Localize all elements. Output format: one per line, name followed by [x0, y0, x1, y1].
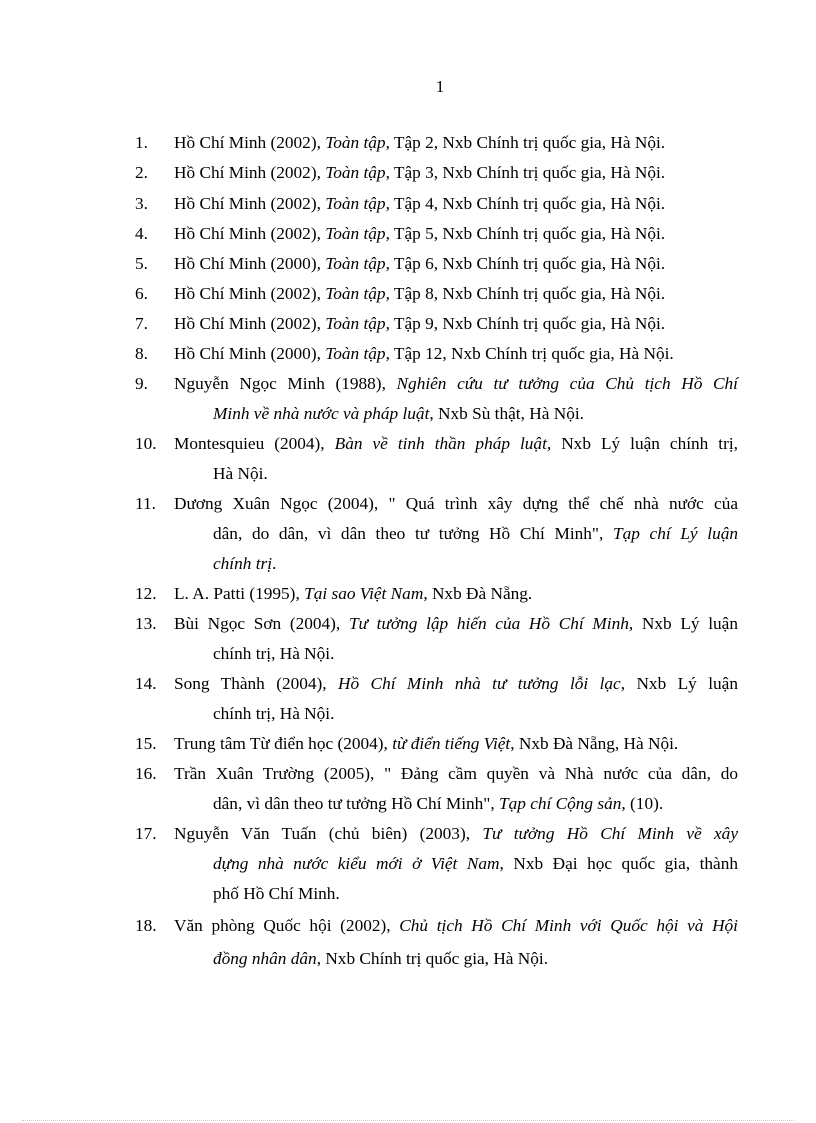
article-title: " Đảng cầm quyền và Nhà nước của dân, do	[384, 764, 738, 783]
book-title: Toàn tập	[325, 133, 386, 152]
reference-text: Bùi Ngọc Sơn (2004), Tư tưởng lập hiến của Hồ Chí Minh, Nxb Lý luận chính trị, Hà Nội.	[174, 614, 738, 663]
book-title: Tư tưởng Hồ Chí Minh về xây	[482, 824, 738, 843]
reference-number: 14.	[135, 674, 157, 693]
reference-number: 3.	[135, 194, 148, 213]
reference-number: 4.	[135, 224, 148, 243]
book-title: Toàn tập	[325, 163, 386, 182]
book-title: đồng nhân dân	[213, 949, 317, 968]
article-title: dân, vì dân theo tư tưởng Hồ Chí Minh",	[213, 794, 495, 813]
book-title: Toàn tập	[325, 194, 386, 213]
reference-text: Hồ Chí Minh (2002), Toàn tập, Tập 8, Nxb Chính trị quốc gia, Hà Nội.	[174, 284, 666, 303]
book-title: Toàn tập	[325, 254, 386, 273]
reference-text: Văn phòng Quốc hội (2002), Chủ tịch Hồ Chí Minh với Quốc hội và Hội đồng nhân dân, Nxb Chính trị quốc gia, Hà Nội.	[174, 916, 738, 968]
reference-text: Song Thành (2004), Hồ Chí Minh nhà tư tưởng lỗi lạc, Nxb Lý luận chính trị, Hà Nội.	[174, 674, 738, 723]
reference-item	[135, 188, 738, 219]
reference-text: Hồ Chí Minh (2002), Toàn tập, Tập 3, Nxb Chính trị quốc gia, Hà Nội.	[174, 163, 666, 182]
reference-text: Trung tâm Từ điển học (2004), từ điển tiếng Việt, Nxb Đà Nẵng, Hà Nội.	[174, 734, 679, 753]
reference-item	[135, 309, 738, 339]
article-title: dân, do dân, vì dân theo tư tưởng Hồ Chí Minh",	[213, 524, 604, 543]
book-title: Minh về nhà nước và pháp luật	[213, 404, 430, 423]
book-title: dựng nhà nước kiểu mới ở Việt Nam	[213, 854, 500, 873]
reference-text: L. A. Patti (1995), Tại sao Việt Nam, Nxb Đà Nẵng.	[174, 584, 533, 603]
book-title: Toàn tập	[325, 344, 386, 363]
reference-item	[135, 128, 738, 158]
reference-item	[135, 819, 738, 909]
journal-title: chính trị	[213, 554, 273, 573]
book-title: Toàn tập	[325, 224, 386, 243]
book-title: Tại sao Việt Nam	[304, 584, 424, 603]
reference-number: 10.	[135, 434, 157, 453]
book-title: Toàn tập	[325, 284, 386, 303]
reference-list	[135, 128, 738, 974]
reference-text: Montesquieu (2004), Bàn về tinh thần pháp luật, Nxb Lý luận chính trị, Hà Nội.	[174, 434, 738, 483]
reference-number: 8.	[135, 344, 148, 363]
reference-item	[135, 729, 738, 759]
book-title: Toàn tập	[325, 314, 386, 333]
reference-number: 15.	[135, 734, 157, 753]
reference-text: Hồ Chí Minh (2000), Toàn tập, Tập 6, Nxb Chính trị quốc gia, Hà Nội.	[174, 254, 666, 273]
reference-text: Hồ Chí Minh (2002), Toàn tập, Tập 9, Nxb Chính trị quốc gia, Hà Nội.	[174, 314, 666, 333]
book-title: Tư tưởng lập hiến của Hồ Chí Minh	[348, 614, 629, 633]
reference-item	[135, 369, 738, 429]
reference-item	[135, 158, 738, 188]
reference-item	[135, 279, 738, 309]
reference-item	[135, 429, 738, 489]
reference-number: 17.	[135, 824, 157, 843]
reference-item	[135, 911, 738, 974]
reference-number: 12.	[135, 584, 157, 603]
reference-number: 1.	[135, 133, 148, 152]
reference-item	[135, 669, 738, 729]
reference-text: Dương Xuân Ngọc (2004), " Quá trình xây dựng thể chế nhà nước của dân, do dân, vì dân theo tư tưởng Hồ Chí Minh", Tạp chí Lý luận chính trị.	[174, 494, 739, 573]
reference-text: Nguyễn Ngọc Minh (1988), Nghiên cứu tư tưởng của Chủ tịch Hồ Chí Minh về nhà nước và pháp luật, Nxb Sù thật, Hà Nội.	[174, 374, 738, 423]
book-title: Hồ Chí Minh nhà tư tưởng lỗi lạc	[338, 674, 621, 693]
reference-item	[135, 339, 738, 369]
reference-number: 6.	[135, 284, 148, 303]
book-title: từ điển tiếng Việt	[392, 734, 511, 753]
reference-number: 9.	[135, 374, 148, 393]
reference-item	[135, 609, 738, 669]
reference-number: 5.	[135, 254, 148, 273]
reference-number: 13.	[135, 614, 157, 633]
book-title: Chủ tịch Hồ Chí Minh với Quốc hội và Hội	[399, 916, 738, 935]
reference-text: Nguyễn Văn Tuấn (chủ biên) (2003), Tư tưởng Hồ Chí Minh về xây dựng nhà nước kiểu mới ở Việt Nam, Nxb Đại học quốc gia, thành phố Hồ Chí Minh.	[174, 824, 738, 903]
journal-title: Tạp chí Lý luận	[612, 524, 738, 543]
reference-item	[135, 579, 738, 609]
journal-title: Tạp chí Cộng sản	[498, 794, 622, 813]
reference-item	[135, 219, 738, 249]
reference-item	[135, 489, 738, 579]
article-title: " Quá trình xây dựng thể chế nhà nước của	[388, 494, 739, 513]
reference-number: 16.	[135, 764, 157, 783]
reference-number: 18.	[135, 916, 157, 935]
page-number: 1	[435, 77, 445, 96]
reference-text: Hồ Chí Minh (2002), Toàn tập, Tập 5, Nxb Chính trị quốc gia, Hà Nội.	[174, 224, 666, 243]
book-title: Bàn về tinh thần pháp luật	[334, 434, 547, 453]
reference-item	[135, 759, 738, 819]
reference-text: Hồ Chí Minh (2002), Toàn tập, Tập 2, Nxb Chính trị quốc gia, Hà Nội.	[174, 133, 666, 152]
reference-number: 2.	[135, 163, 148, 182]
page-bottom-divider	[22, 1120, 794, 1121]
reference-number: 7.	[135, 314, 148, 333]
reference-text: Hồ Chí Minh (2002), Toàn tập, Tập 4, Nxb Chính trị quốc gia, Hà Nội.	[174, 194, 666, 213]
reference-text: Trần Xuân Trường (2005), " Đảng cầm quyền và Nhà nước của dân, do dân, vì dân theo tư tưởng Hồ Chí Minh", Tạp chí Cộng sản, (10).	[174, 764, 738, 813]
book-title: Nghiên cứu tư tưởng của Chủ tịch Hồ Chí	[396, 374, 738, 393]
reference-item	[135, 249, 738, 279]
reference-number: 11.	[135, 494, 156, 513]
reference-text: Hồ Chí Minh (2000), Toàn tập, Tập 12, Nxb Chính trị quốc gia, Hà Nội.	[174, 344, 674, 363]
